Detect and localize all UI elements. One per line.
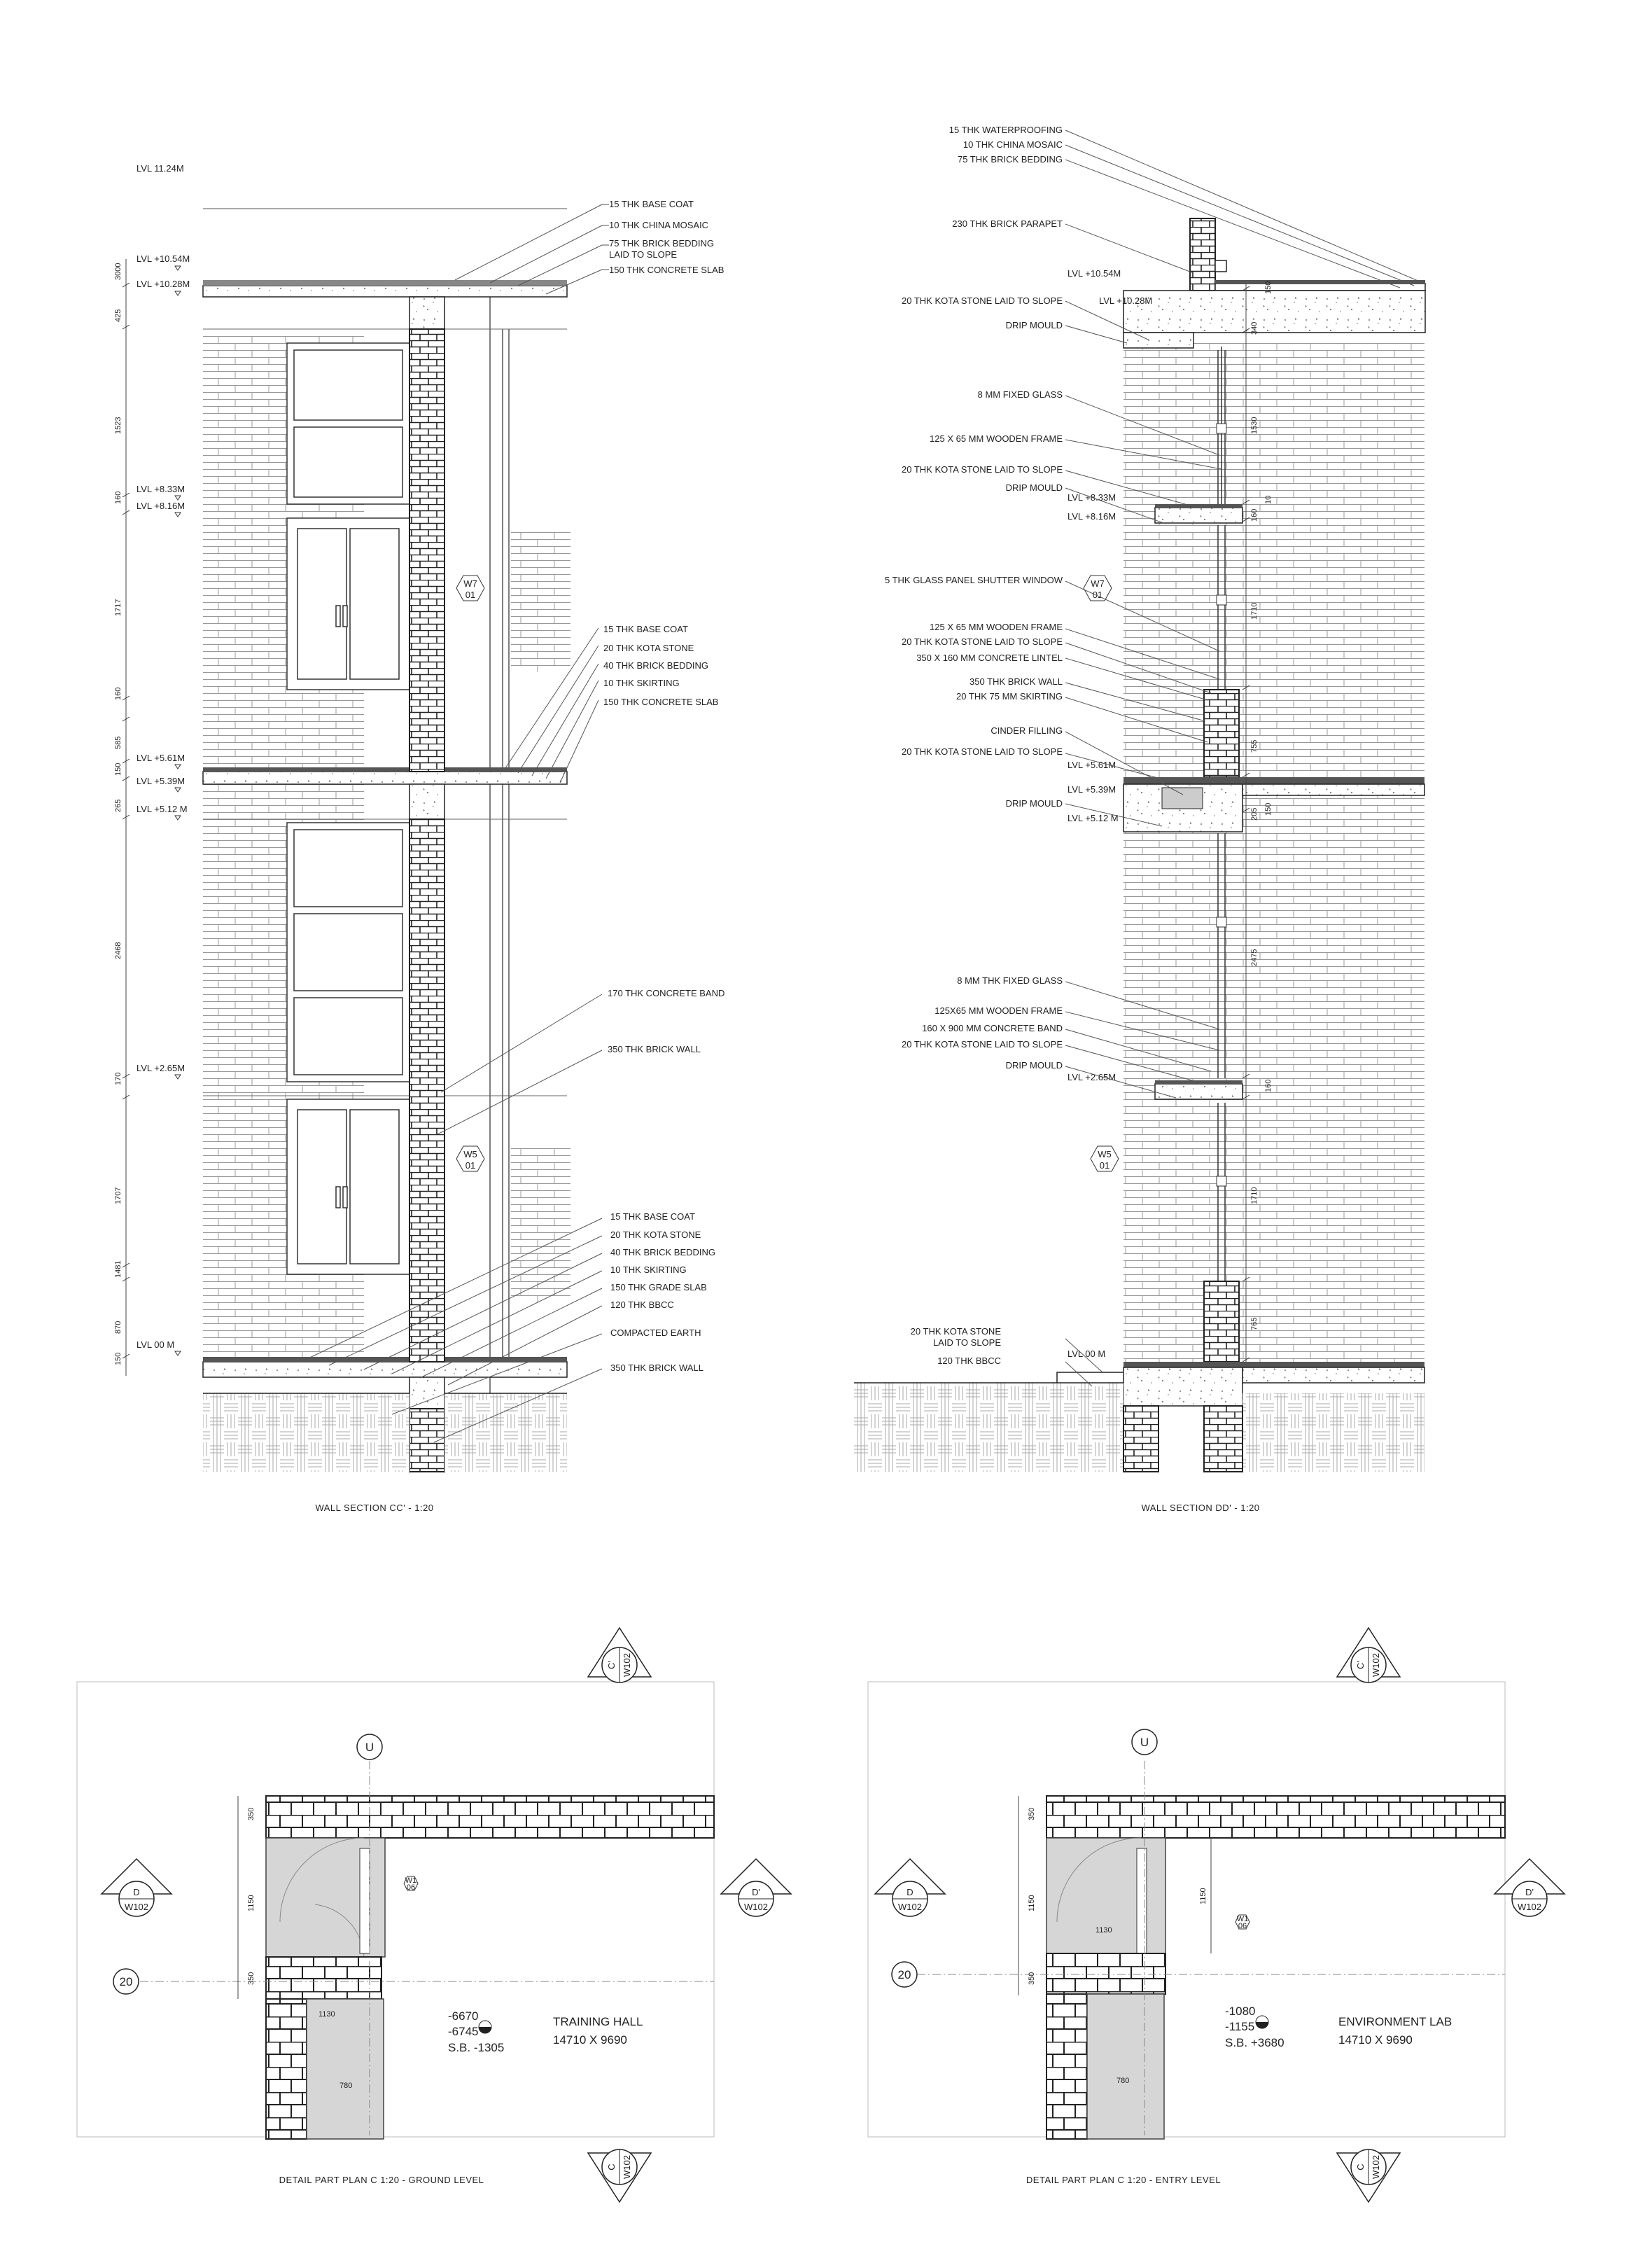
svg-text:LVL +5.61M: LVL +5.61M xyxy=(1068,760,1116,770)
svg-text:W5: W5 xyxy=(463,1149,477,1159)
wall-section-dd xyxy=(854,125,1425,1513)
svg-text:W102: W102 xyxy=(125,1902,148,1912)
svg-text:160: 160 xyxy=(114,491,122,504)
svg-text:40 THK BRICK BEDDING: 40 THK BRICK BEDDING xyxy=(603,660,709,671)
svg-text:COMPACTED EARTH: COMPACTED EARTH xyxy=(610,1327,701,1338)
svg-text:125X65 MM WOODEN FRAME: 125X65 MM WOODEN FRAME xyxy=(934,1005,1063,1016)
svg-text:350: 350 xyxy=(247,1972,255,1985)
svg-text:150: 150 xyxy=(114,1352,122,1365)
room-name-ground: TRAINING HALL xyxy=(553,2015,643,2028)
svg-text:350 X 160 MM CONCRETE LINTEL: 350 X 160 MM CONCRETE LINTEL xyxy=(916,653,1063,663)
level-cc-1: LVL +10.54M xyxy=(136,253,190,264)
svg-text:W102: W102 xyxy=(1371,1653,1381,1677)
svg-text:1523: 1523 xyxy=(114,417,122,434)
level-entry-1: -1155 xyxy=(1225,2020,1255,2033)
svg-text:350: 350 xyxy=(1028,1807,1036,1820)
svg-text:10 THK CHINA MOSAIC: 10 THK CHINA MOSAIC xyxy=(962,139,1063,150)
svg-text:LVL +8.16M: LVL +8.16M xyxy=(1068,511,1116,522)
level-cc-8: LVL +2.65M xyxy=(136,1063,186,1073)
section-cc-title: WALL SECTION CC' - 1:20 xyxy=(315,1503,434,1513)
svg-text:W5: W5 xyxy=(1098,1149,1112,1159)
plan-entry xyxy=(868,1628,1564,2202)
svg-text:D: D xyxy=(133,1887,140,1897)
svg-text:2475: 2475 xyxy=(1250,949,1259,966)
level-cc-9: LVL 00 M xyxy=(136,1339,175,1350)
svg-text:1481: 1481 xyxy=(114,1260,122,1278)
level-ground-1: -6745 xyxy=(448,2025,479,2038)
sb-level-entry: S.B. +3680 xyxy=(1225,2036,1284,2049)
svg-text:585: 585 xyxy=(114,736,122,749)
svg-text:160: 160 xyxy=(1250,508,1259,522)
svg-text:125 X 65 MM WOODEN FRAME: 125 X 65 MM WOODEN FRAME xyxy=(930,622,1063,632)
window-tag-w7-cc xyxy=(456,576,484,601)
wall-section-cc xyxy=(114,163,724,1513)
plan-ground-title: DETAIL PART PLAN C 1:20 - GROUND LEVEL xyxy=(279,2175,484,2185)
svg-text:20: 20 xyxy=(897,1968,911,1981)
svg-text:20 THK KOTA STONE LAID TO SLOP: 20 THK KOTA STONE LAID TO SLOPE xyxy=(902,464,1063,475)
svg-text:1150: 1150 xyxy=(1199,1888,1208,1904)
svg-text:170 THK CONCRETE BAND: 170 THK CONCRETE BAND xyxy=(608,988,725,998)
svg-text:755: 755 xyxy=(1250,739,1259,753)
svg-text:LVL +2.65M: LVL +2.65M xyxy=(1068,1072,1116,1082)
section-marker-left-ground xyxy=(102,1859,172,1916)
svg-text:06: 06 xyxy=(1238,1922,1247,1930)
section-dd-title: WALL SECTION DD' - 1:20 xyxy=(1141,1503,1260,1513)
svg-text:20 THK KOTA STONE LAID TO SLOP: 20 THK KOTA STONE LAID TO SLOPE xyxy=(902,295,1063,306)
svg-text:20 THK KOTA STONE LAID TO SLOP: 20 THK KOTA STONE LAID TO SLOPE xyxy=(902,636,1063,647)
svg-text:C: C xyxy=(1355,2163,1366,2170)
level-cc-4: LVL +8.16M xyxy=(136,501,186,511)
svg-text:01: 01 xyxy=(465,590,476,600)
svg-text:1130: 1130 xyxy=(318,2010,335,2019)
window-tag-w5-cc xyxy=(456,1146,484,1171)
svg-text:160: 160 xyxy=(1264,1079,1273,1092)
section-marker-bottom-entry xyxy=(1337,2149,1400,2202)
section-marker-right-ground xyxy=(721,1859,791,1916)
svg-text:8 MM FIXED GLASS: 8 MM FIXED GLASS xyxy=(977,389,1063,400)
level-entry-0: -1080 xyxy=(1225,2005,1256,2018)
svg-text:W102: W102 xyxy=(898,1902,922,1912)
svg-text:350 THK BRICK WALL: 350 THK BRICK WALL xyxy=(969,676,1063,687)
svg-text:U: U xyxy=(365,1741,374,1754)
svg-text:1130: 1130 xyxy=(1096,1926,1112,1935)
level-cc-6: LVL +5.39M xyxy=(136,776,186,786)
svg-text:870: 870 xyxy=(114,1320,122,1334)
svg-text:20 THK KOTA STONE: 20 THK KOTA STONE xyxy=(603,643,694,653)
svg-text:W102: W102 xyxy=(744,1902,768,1912)
svg-text:780: 780 xyxy=(1116,2077,1130,2085)
svg-text:350: 350 xyxy=(247,1807,255,1820)
svg-text:W7: W7 xyxy=(1091,578,1105,589)
svg-text:8 MM THK FIXED GLASS: 8 MM THK FIXED GLASS xyxy=(957,975,1063,986)
svg-text:75 THK BRICK BEDDING: 75 THK BRICK BEDDING xyxy=(609,238,715,249)
svg-text:LVL +5.12 M: LVL +5.12 M xyxy=(1068,813,1119,823)
section-marker-bottom-ground xyxy=(588,2149,651,2202)
brick-wall-cc xyxy=(410,329,444,772)
svg-text:125 X 65 MM WOODEN FRAME: 125 X 65 MM WOODEN FRAME xyxy=(930,433,1063,444)
svg-text:350 THK BRICK WALL: 350 THK BRICK WALL xyxy=(608,1044,701,1054)
svg-text:230 THK BRICK PARAPET: 230 THK BRICK PARAPET xyxy=(952,218,1063,229)
svg-text:15 THK BASE COAT: 15 THK BASE COAT xyxy=(603,624,688,634)
window-tag-plan-entry xyxy=(1236,1915,1250,1930)
plan-ground xyxy=(77,1628,791,2202)
window-tag-w5-dd xyxy=(1091,1146,1119,1171)
svg-text:40 THK BRICK BEDDING: 40 THK BRICK BEDDING xyxy=(610,1247,716,1257)
svg-text:CINDER FILLING: CINDER FILLING xyxy=(990,725,1063,736)
svg-text:120 THK BBCC: 120 THK BBCC xyxy=(937,1356,1001,1366)
svg-text:W102: W102 xyxy=(1518,1902,1541,1912)
svg-text:5 THK GLASS PANEL SHUTTER WIND: 5 THK GLASS PANEL SHUTTER WINDOW xyxy=(884,575,1063,585)
sb-level-ground: S.B. -1305 xyxy=(448,2041,505,2054)
svg-text:75 THK BRICK BEDDING: 75 THK BRICK BEDDING xyxy=(957,154,1063,165)
svg-text:20 THK 75 MM SKIRTING: 20 THK 75 MM SKIRTING xyxy=(956,691,1063,702)
svg-text:LVL +10.28M: LVL +10.28M xyxy=(1099,295,1153,306)
svg-text:W102: W102 xyxy=(1371,2155,1381,2179)
room-size-entry: 14710 X 9690 xyxy=(1338,2033,1413,2047)
svg-text:1707: 1707 xyxy=(114,1187,122,1204)
level-ground-0: -6670 xyxy=(448,2009,479,2023)
svg-text:3000: 3000 xyxy=(114,263,122,280)
svg-text:20: 20 xyxy=(119,1975,133,1988)
svg-text:LAID TO SLOPE: LAID TO SLOPE xyxy=(609,249,678,260)
svg-text:LAID TO SLOPE: LAID TO SLOPE xyxy=(932,1337,1001,1348)
svg-text:170: 170 xyxy=(114,1072,122,1085)
svg-text:160: 160 xyxy=(114,687,122,700)
svg-text:LVL +10.54M: LVL +10.54M xyxy=(1068,268,1121,279)
svg-text:W102: W102 xyxy=(622,2155,632,2179)
level-cc-2: LVL +10.28M xyxy=(136,279,190,289)
window-tag-plan-ground xyxy=(404,1876,418,1892)
parapet-dd xyxy=(1190,218,1215,299)
dims-cc xyxy=(114,259,130,1376)
svg-text:150: 150 xyxy=(1264,281,1273,294)
svg-text:1710: 1710 xyxy=(1250,602,1259,620)
svg-text:D: D xyxy=(906,1887,913,1897)
svg-text:C': C' xyxy=(1355,1661,1366,1669)
svg-text:10: 10 xyxy=(1264,495,1273,504)
svg-text:150: 150 xyxy=(1264,802,1273,816)
svg-text:120 THK BBCC: 120 THK BBCC xyxy=(610,1299,674,1310)
svg-text:06: 06 xyxy=(406,1883,416,1892)
svg-text:2468: 2468 xyxy=(114,942,122,959)
level-cc-3: LVL +8.33M xyxy=(136,484,186,494)
svg-text:LVL 00 M: LVL 00 M xyxy=(1068,1349,1106,1359)
svg-text:1710: 1710 xyxy=(1250,1187,1259,1204)
svg-text:DRIP MOULD: DRIP MOULD xyxy=(1005,320,1063,330)
level-cc-5: LVL +5.61M xyxy=(136,753,186,763)
section-marker-top-ground xyxy=(588,1628,651,1682)
svg-text:1150: 1150 xyxy=(1028,1895,1036,1911)
svg-text:150 THK GRADE SLAB: 150 THK GRADE SLAB xyxy=(610,1282,707,1292)
note-text-dd xyxy=(885,125,1063,1366)
svg-text:01: 01 xyxy=(1099,1160,1110,1171)
level-cc-7: LVL +5.12 M xyxy=(136,804,188,814)
room-name-entry: ENVIRONMENT LAB xyxy=(1338,2015,1452,2028)
section-marker-left-entry xyxy=(875,1859,945,1916)
svg-text:D': D' xyxy=(752,1887,760,1897)
svg-text:15 THK WATERPROOFING: 15 THK WATERPROOFING xyxy=(948,125,1063,135)
svg-text:15 THK BASE COAT: 15 THK BASE COAT xyxy=(610,1211,695,1222)
svg-text:20 THK KOTA STONE LAID TO SLOP: 20 THK KOTA STONE LAID TO SLOPE xyxy=(902,1039,1063,1050)
svg-text:W1: W1 xyxy=(1236,1915,1249,1923)
window-lower-cc xyxy=(287,823,410,1274)
svg-text:LVL +8.33M: LVL +8.33M xyxy=(1068,492,1116,503)
window-tag-w7-dd xyxy=(1084,576,1112,601)
svg-text:D': D' xyxy=(1525,1887,1534,1897)
section-marker-top-entry xyxy=(1337,1628,1400,1682)
svg-text:W7: W7 xyxy=(463,578,477,589)
svg-text:205: 205 xyxy=(1250,807,1259,821)
svg-text:10 THK CHINA MOSAIC: 10 THK CHINA MOSAIC xyxy=(609,220,709,230)
room-size-ground: 14710 X 9690 xyxy=(553,2033,627,2047)
svg-text:01: 01 xyxy=(1092,590,1103,600)
svg-text:160 X 900 MM CONCRETE BAND: 160 X 900 MM CONCRETE BAND xyxy=(922,1023,1063,1033)
svg-text:150: 150 xyxy=(114,762,122,776)
svg-text:20 THK KOTA STONE: 20 THK KOTA STONE xyxy=(610,1229,701,1240)
svg-text:10 THK SKIRTING: 10 THK SKIRTING xyxy=(603,678,680,688)
svg-text:350: 350 xyxy=(1028,1972,1036,1985)
svg-text:1150: 1150 xyxy=(247,1895,255,1911)
svg-text:10 THK SKIRTING: 10 THK SKIRTING xyxy=(610,1264,687,1275)
svg-text:W1: W1 xyxy=(405,1876,417,1885)
svg-text:350 THK BRICK WALL: 350 THK BRICK WALL xyxy=(610,1363,704,1373)
svg-text:765: 765 xyxy=(1250,1317,1259,1330)
level-cc-0: LVL 11.24M xyxy=(136,163,184,174)
svg-text:W102: W102 xyxy=(622,1653,632,1677)
svg-text:LVL +5.39M: LVL +5.39M xyxy=(1068,784,1116,795)
svg-text:265: 265 xyxy=(114,799,122,812)
svg-text:1530: 1530 xyxy=(1250,417,1259,434)
svg-text:150 THK CONCRETE SLAB: 150 THK CONCRETE SLAB xyxy=(603,697,719,707)
svg-text:150 THK CONCRETE SLAB: 150 THK CONCRETE SLAB xyxy=(609,265,724,275)
svg-text:340: 340 xyxy=(1250,321,1259,335)
svg-text:20 THK KOTA STONE: 20 THK KOTA STONE xyxy=(910,1326,1001,1337)
svg-text:20 THK KOTA STONE LAID TO SLOP: 20 THK KOTA STONE LAID TO SLOPE xyxy=(902,746,1063,757)
svg-text:C': C' xyxy=(606,1661,617,1669)
svg-text:780: 780 xyxy=(340,2082,353,2090)
svg-text:DRIP MOULD: DRIP MOULD xyxy=(1005,482,1063,493)
svg-text:1717: 1717 xyxy=(114,599,122,616)
svg-text:15 THK BASE COAT: 15 THK BASE COAT xyxy=(609,199,694,209)
svg-text:C: C xyxy=(606,2163,617,2170)
note-text-cc xyxy=(603,199,724,1373)
svg-text:U: U xyxy=(1140,1736,1149,1749)
svg-text:DRIP MOULD: DRIP MOULD xyxy=(1005,1060,1063,1071)
plan-entry-title: DETAIL PART PLAN C 1:20 - ENTRY LEVEL xyxy=(1026,2175,1222,2185)
facade-brick-dd xyxy=(1124,343,1424,1365)
svg-text:01: 01 xyxy=(465,1160,476,1171)
svg-text:425: 425 xyxy=(114,309,122,322)
svg-text:DRIP MOULD: DRIP MOULD xyxy=(1005,798,1063,809)
